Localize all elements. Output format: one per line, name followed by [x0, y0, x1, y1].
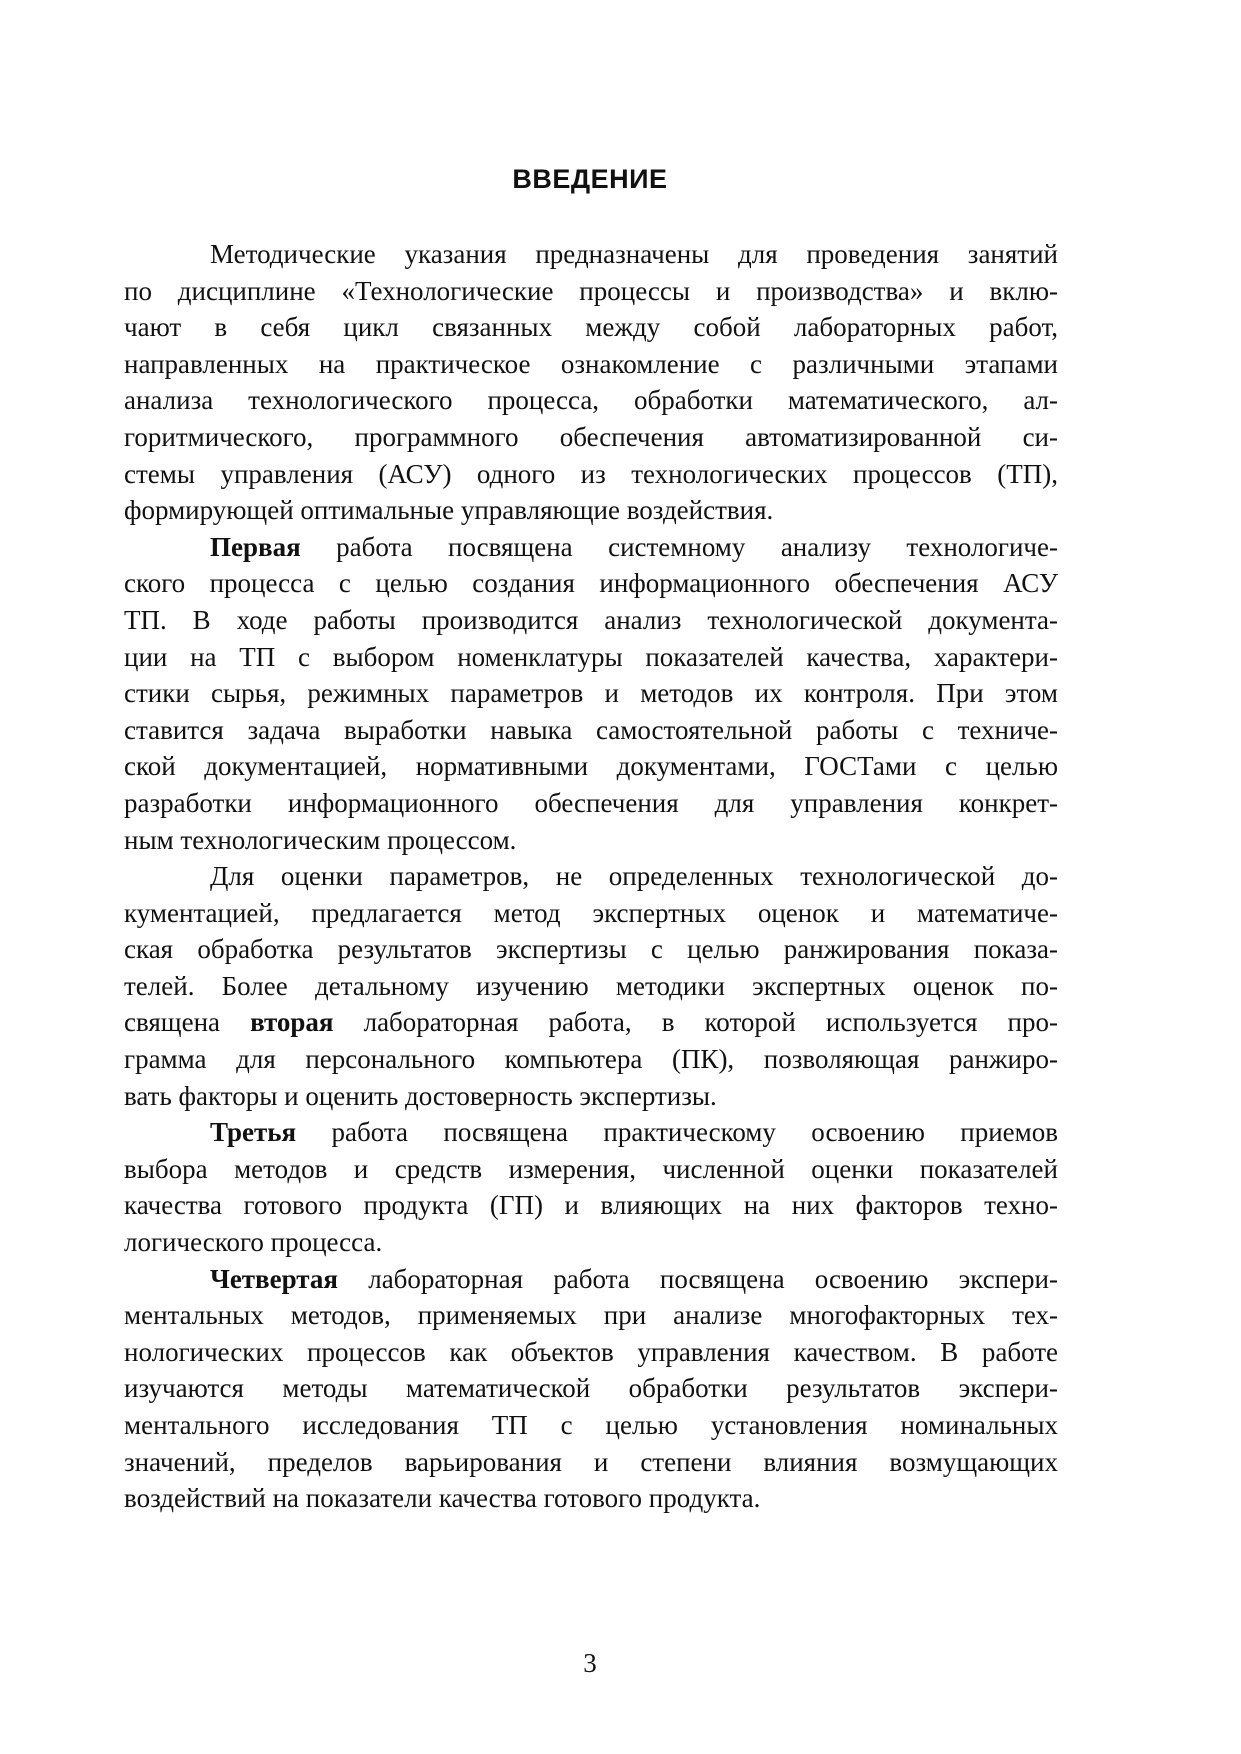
text-line: ции на ТП с выбором номенклатуры показателей качества, характери-: [124, 641, 1058, 672]
text-line: ментальных методов, применяемых при анализе многофакторных тех-: [124, 1300, 1058, 1331]
text-line: по дисциплине «Технологические процессы и производства» и вклю-: [124, 275, 1058, 306]
body-text: [124, 236, 1058, 1517]
text-line: Методические указания предназначены для проведения занятий: [210, 239, 1058, 269]
emphasis-first: Первая: [210, 531, 301, 562]
text-line: воздействий на показатели качества готового продукта.: [124, 1483, 761, 1514]
text-line: стемы управления (АСУ) одного из технологических процессов (ТП),: [124, 458, 1058, 489]
paragraph-intro: [124, 236, 1058, 529]
paragraph-fourth-work: [124, 1261, 1058, 1517]
text-line: [124, 1261, 1058, 1298]
text-line: [124, 1114, 1058, 1151]
text-line: качества готового продукта (ГП) и влияющих на них факторов техно-: [124, 1190, 1058, 1221]
text-line: грамма для персонального компьютера (ПК), позволяющая ранжиро-: [124, 1044, 1058, 1075]
text-line: ным технологическим процессом.: [124, 824, 517, 855]
text-line: ской документацией, нормативными документами, ГОСТами с целью: [124, 751, 1058, 782]
text-line: телей. Более детальному изучению методики экспертных оценок по-: [124, 970, 1058, 1001]
paragraph-second-work: [124, 858, 1058, 1114]
text-line: формирующей оптимальные управляющие воздействия.: [124, 495, 774, 526]
text-line: горитмического, программного обеспечения автоматизированной си-: [124, 421, 1058, 452]
text-line: кументацией, предлагается метод экспертных оценок и математиче-: [124, 897, 1058, 928]
emphasis-fourth: Четвертая: [210, 1263, 338, 1294]
text-line: [124, 1004, 1058, 1041]
text-fragment: лабораторная работа посвящена освоению экспери-: [338, 1263, 1058, 1294]
text-line: чают в себя цикл связанных между собой лабораторных работ,: [124, 312, 1058, 343]
text-line: ского процесса с целью создания информационного обеспечения АСУ: [124, 568, 1058, 599]
text-line: ская обработка результатов экспертизы с целью ранжирования показа-: [124, 934, 1058, 965]
page-title: ВВЕДЕНИЕ: [512, 164, 668, 194]
emphasis-second: вторая: [250, 1007, 334, 1038]
text-line: Для оценки параметров, не определенных технологической до-: [210, 861, 1058, 892]
text-line: вать факторы и оценить достоверность экспертизы.: [124, 1080, 717, 1111]
text-fragment: работа посвящена системному анализу технологиче-: [300, 531, 1058, 562]
paragraph-first-work: [124, 529, 1058, 858]
text-line: стики сырья, режимных параметров и методов их контроля. При этом: [124, 678, 1058, 709]
text-line: ставится задача выработки навыка самостоятельной работы с техниче-: [124, 714, 1058, 745]
text-fragment: священа: [124, 1007, 251, 1038]
text-line: ментального исследования ТП с целью установления номинальных: [124, 1410, 1058, 1440]
text-line: разработки информационного обеспечения для управления конкрет-: [124, 787, 1058, 818]
paragraph-third-work: [124, 1114, 1058, 1260]
page-number: 3: [583, 1648, 597, 1678]
text-fragment: работа посвящена практическому освоению приемов: [296, 1117, 1058, 1148]
text-line: ТП. В ходе работы производится анализ технологической документа-: [124, 604, 1058, 635]
text-line: выбора методов и средств измерения, численной оценки показателей: [124, 1153, 1058, 1184]
text-line: логического процесса.: [124, 1227, 383, 1258]
emphasis-third: Третья: [210, 1117, 297, 1148]
text-line: направленных на практическое ознакомление с различными этапами: [124, 348, 1058, 379]
text-line: [124, 529, 1058, 566]
text-line: нологических процессов как объектов управления качеством. В работе: [124, 1336, 1058, 1367]
text-line: изучаются методы математической обработки результатов экспери-: [124, 1373, 1058, 1404]
text-line: анализа технологического процесса, обработки математического, ал-: [124, 385, 1058, 416]
text-fragment: лабораторная работа, в которой используется про-: [333, 1007, 1058, 1038]
text-line: значений, пределов варьирования и степени влияния возмущающих: [124, 1446, 1058, 1477]
